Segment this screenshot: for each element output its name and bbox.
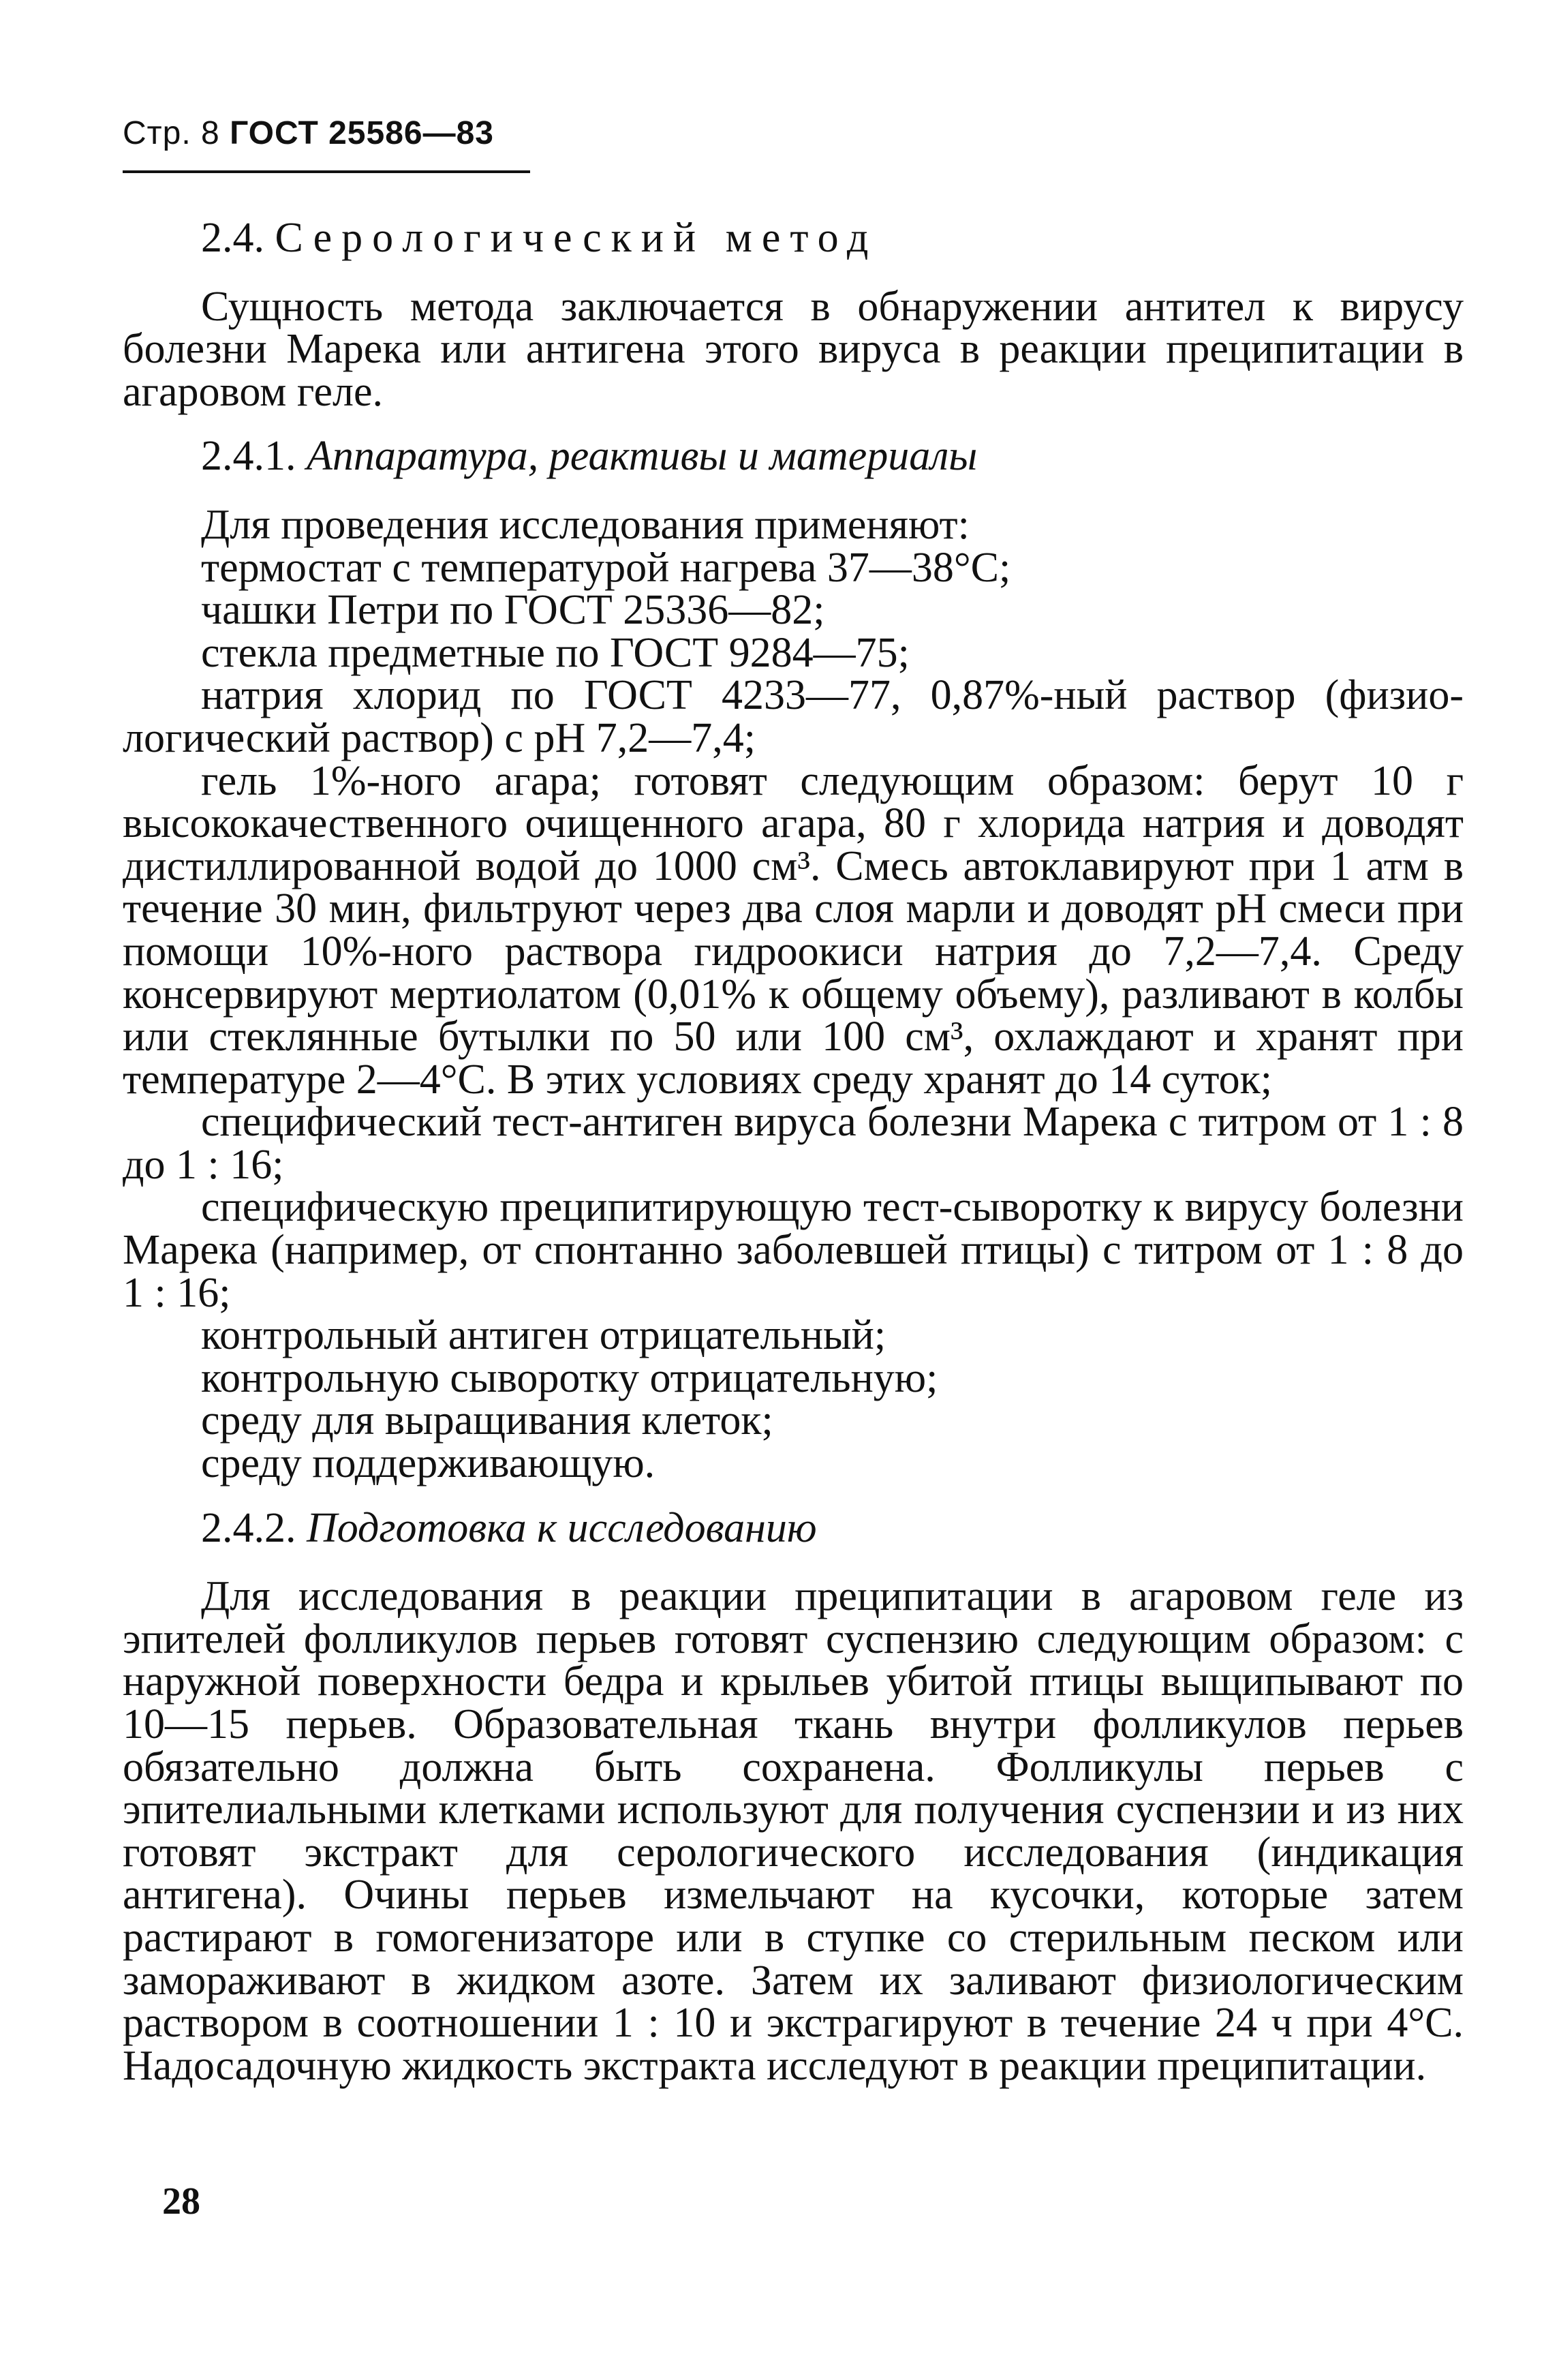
section-number: 2.4.1. — [201, 433, 296, 480]
section-title: Подготовка к исследованию — [307, 1504, 817, 1551]
materials-item: специфическую преципитирующую тест-сыворотку к вирусу болезни Марека (например, от спонтанно заболевшей птицы) с титром от 1 : 8 до 1 : 16; — [123, 1184, 1464, 1316]
page-label: Стр. 8 — [123, 115, 220, 151]
materials-item: среду поддерживающую. — [201, 1440, 655, 1487]
section-2-4-heading — [123, 217, 1464, 260]
section-number: 2.4.2. — [201, 1504, 296, 1551]
section-number: 2.4. — [201, 215, 264, 261]
materials-item: термостат с температурой нагрева 37—38°С; — [201, 544, 1011, 591]
running-head — [123, 115, 494, 152]
materials-item: гель 1%-ного агара; готовят следующим образом: берут 10 г высококачественного очищенного агара, 80 г хлорида натрия и доводят дистиллированной водой до 1000 см³. Смесь автоклавируют при 1 атм в течение 30 мин, фильтруют через два слоя марли и доводят рН смеси при помощи 10%-ного раствора гидроокиси натрия до 7,2—7,4. Среду консервируют мертиолатом (0,01% к общему объему), разливают в колбы или стеклянные бутылки по 50 или 100 см³, охлаждают и хранят при температуре 2—4°С. В этих условиях среду хранят до 14 суток; — [123, 757, 1464, 1103]
section-2-4-2-heading — [123, 1504, 1464, 1551]
section-title: Серологический метод — [275, 215, 878, 261]
page-content — [123, 217, 1464, 2087]
materials-item: чашки Петри по ГОСТ 25336—82; — [201, 587, 825, 634]
materials-item: контрольную сыворотку отрицательную; — [201, 1354, 938, 1401]
materials-item: среду для выращивания клеток; — [201, 1397, 773, 1444]
materials-item: стекла предметные по ГОСТ 9284—75; — [201, 629, 910, 676]
section-2-4-paragraph: Сущность метода заключается в обнаружении антител к вирусу болезни Марека или антигена этого вируса в реакции преципитации в агаровом геле. — [123, 283, 1464, 415]
section-2-4-1-heading — [123, 435, 1464, 478]
section-2-4-2-paragraph: Для исследования в реакции преципитации в агаровом геле из эпителей фолликулов перьев готовят суспензию следующим образом: с наружной поверхности бедра и крыльев убитой птицы выщипывают по 10—15 перьев. Образовательная ткань внутри фолликулов перьев обязательно должна быть сохранена. Фолликулы перьев с эпителиальными клетками используют для получения суспензии и из них готовят экстракт для серологического исследования (индикация антигена). Очины перьев измельчают на кусочки, которые затем растирают в гомогенизаторе или в ступке со стерильным песком или замораживают в жидком азоте. Затем их заливают физиологическим раствором в соотношении 1 : 10 и экстрагируют в течение 24 ч при 4°С. Надосадочную жидкость экстракта исследуют в реакции преципитации. — [123, 1573, 1464, 2089]
materials-item: специфический тест-антиген вируса болезни Марека с титром от 1 : 8 до 1 : 16; — [123, 1099, 1464, 1188]
standard-number: ГОСТ 25586—83 — [230, 115, 494, 151]
materials-intro: Для проведения исследования применяют: — [201, 501, 970, 548]
page-number: 28 — [162, 2180, 200, 2223]
materials-item: контрольный антиген отрицательный; — [201, 1312, 886, 1359]
section-title: Аппаратура, реактивы и материалы — [307, 433, 978, 480]
materials-item: натрия хлорид по ГОСТ 4233—77, 0,87%-ный раствор (физиологический раствор) с рН 7,2—7,4; — [123, 672, 1464, 761]
header-rule — [123, 170, 530, 173]
